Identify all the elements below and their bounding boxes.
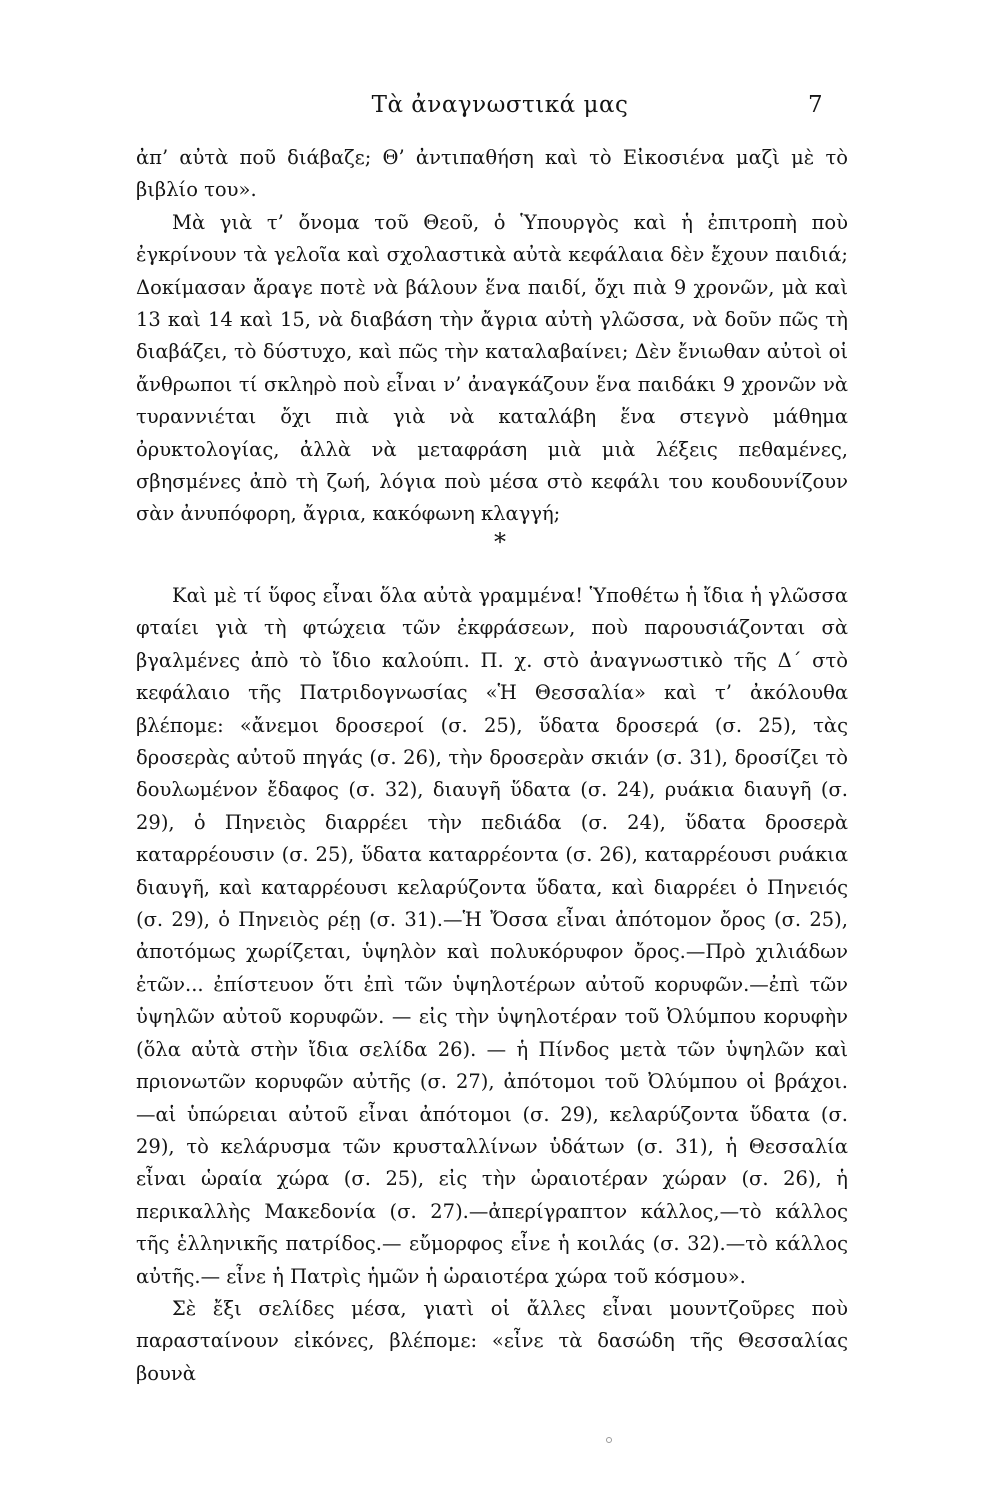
continuation-line: ἀπ’ αὐτὰ ποῦ διάβαζε; Θ’ ἀντιπαθήση καὶ τὸ Εἰκοσιένα μαζὶ μὲ τὸ βιβλίο του». — [136, 146, 848, 202]
paragraph-six-pages: Σὲ ἔξι σελίδες μέσα, γιατὶ οἱ ἄλλες εἶναι μουντζοῦρες ποὺ παρασταίνουν εἰκόνες, βλέπομε: «εἶνε τὰ δασώδη τῆς Θεσσαλίας βουνὰ — [136, 1296, 848, 1385]
paper-speck — [606, 1437, 612, 1443]
section-separator-asterisk: * — [494, 528, 506, 556]
page-number: 7 — [808, 92, 823, 118]
text-block-top — [136, 142, 848, 531]
paragraph-question: Μὰ γιὰ τ’ ὄνομα τοῦ Θεοῦ, ὁ Ὑπουργὸς καὶ ἡ ἐπιτροπὴ ποὺ ἐγκρίνουν τὰ γελοῖα καὶ σχολαστικὰ αὐτὰ κεφάλαια δὲν ἔχουν παιδιά; Δοκίμασαν ἄραγε ποτὲ νὰ βάλουν ἕνα παιδί, ὄχι πιὰ 9 χρονῶν, μὰ καὶ 13 καὶ 14 καὶ 15, νὰ διαβάση τὴν ἄγρια αὐτὴ γλῶσσα, νὰ δοῦν πῶς τὴ διαβάζει, τὸ δύστυχο, καὶ πῶς τὴν καταλαβαίνει; Δὲν ἔνιωθαν αὐτοὶ οἱ ἄνθρωποι τί σκληρὸ ποὺ εἶναι ν’ ἀναγκάζουν ἕνα παιδάκι 9 χρονῶν νὰ τυραννιέται ὄχι πιὰ γιὰ νὰ καταλάβη ἕνα στεγνὸ μάθημα ὀρυκτολογίας, ἀλλὰ νὰ μεταφράση μιὰ μιὰ λέξεις πεθαμένες, σβησμένες ἀπὸ τὴ ζωή, λόγια ποὺ μέσα στὸ κεφάλι του κουδουνίζουν σὰν ἀνυπόφορη, ἄγρια, κακόφωνη κλαγγή; — [136, 210, 848, 526]
text-block-bottom — [136, 580, 848, 1390]
running-head-title: Τὰ ἀναγνωστικά μας — [371, 92, 629, 118]
paragraph-style-critique: Καὶ μὲ τί ὕφος εἶναι ὅλα αὐτὰ γραμμένα! Ὑποθέτω ἡ ἴδια ἡ γλῶσσα φταίει γιὰ τὴ φτώχεια τῶν ἐκφράσεων, ποὺ παρουσιάζονται σὰ βγαλμένες ἀπὸ τὸ ἴδιο καλούπι. Π. χ. στὸ ἀναγνωστικὸ τῆς Δ΄ στὸ κεφάλαιο τῆς Πατριδογνωσίας «Ἡ Θεσσαλία» καὶ τ’ ἀκόλουθα βλέπομε: «ἄνεμοι δροσεροί (σ. 25), ὕδατα δροσερά (σ. 25), τὰς δροσερὰς αὐτοῦ πηγάς (σ. 26), τὴν δροσερὰν σκιάν (σ. 31), δροσίζει τὸ δουλωμένον ἔδαφος (σ. 32), διαυγῆ ὕδατα (σ. 24), ρυάκια διαυγῆ (σ. 29), ὁ Πηνειὸς διαρρέει τὴν πεδιάδα (σ. 24), ὕδατα δροσερὰ καταρρέουσιν (σ. 25), ὕδατα καταρρέοντα (σ. 26), καταρρέουσι ρυάκια διαυγῆ, καὶ καταρρέουσι κελαρύζοντα ὕδατα, καὶ διαρρέει ὁ Πηνειός (σ. 29), ὁ Πηνειὸς ρέῃ (σ. 31).—Ἡ Ὄσσα εἶναι ἀπότομον ὄρος (σ. 25), ἀποτόμως χωρίζεται, ὑψηλὸν καὶ πολυκόρυφον ὄρος.—Πρὸ χιλιάδων ἐτῶν... ἐπίστευον ὅτι ἐπὶ τῶν ὑψηλοτέρων αὐτοῦ κορυφῶν.—ἐπὶ τῶν ὑψηλῶν αὐτοῦ κορυφῶν. — εἰς τὴν ὑψηλοτέραν τοῦ Ὀλύμπου κορυφὴν (ὅλα αὐτὰ στὴν ἴδια σελίδα 26). — ἡ Πίνδος μετὰ τῶν ὑψηλῶν καὶ πριονωτῶν κορυφῶν αὐτῆς (σ. 27), ἀπότομοι τοῦ Ὀλύμπου οἱ βράχοι. —αἱ ὑπώρειαι αὐτοῦ εἶναι ἀπότομοι (σ. 29), κελαρύζοντα ὕδατα (σ. 29), τὸ κελάρυσμα τῶν κρυσταλλίνων ὑδάτων (σ. 31), ἡ Θεσσαλία εἶναι ὡραία χώρα (σ. 25), εἰς τὴν ὡραιοτέραν χώραν (σ. 26), ἡ περικαλλὴς Μακεδονία (σ. 27).—ἀπερίγραπτον κάλλος,—τὸ κάλλος τῆς ἑλληνικῆς πατρίδος.— εὔμορφος εἶνε ἡ κοιλάς (σ. 32).—τὸ κάλλος αὐτῆς.— εἶνε ἡ Πατρὶς ἡμῶν ἡ ὡραιοτέρα χώρα τοῦ κόσμου». — [136, 584, 848, 1288]
